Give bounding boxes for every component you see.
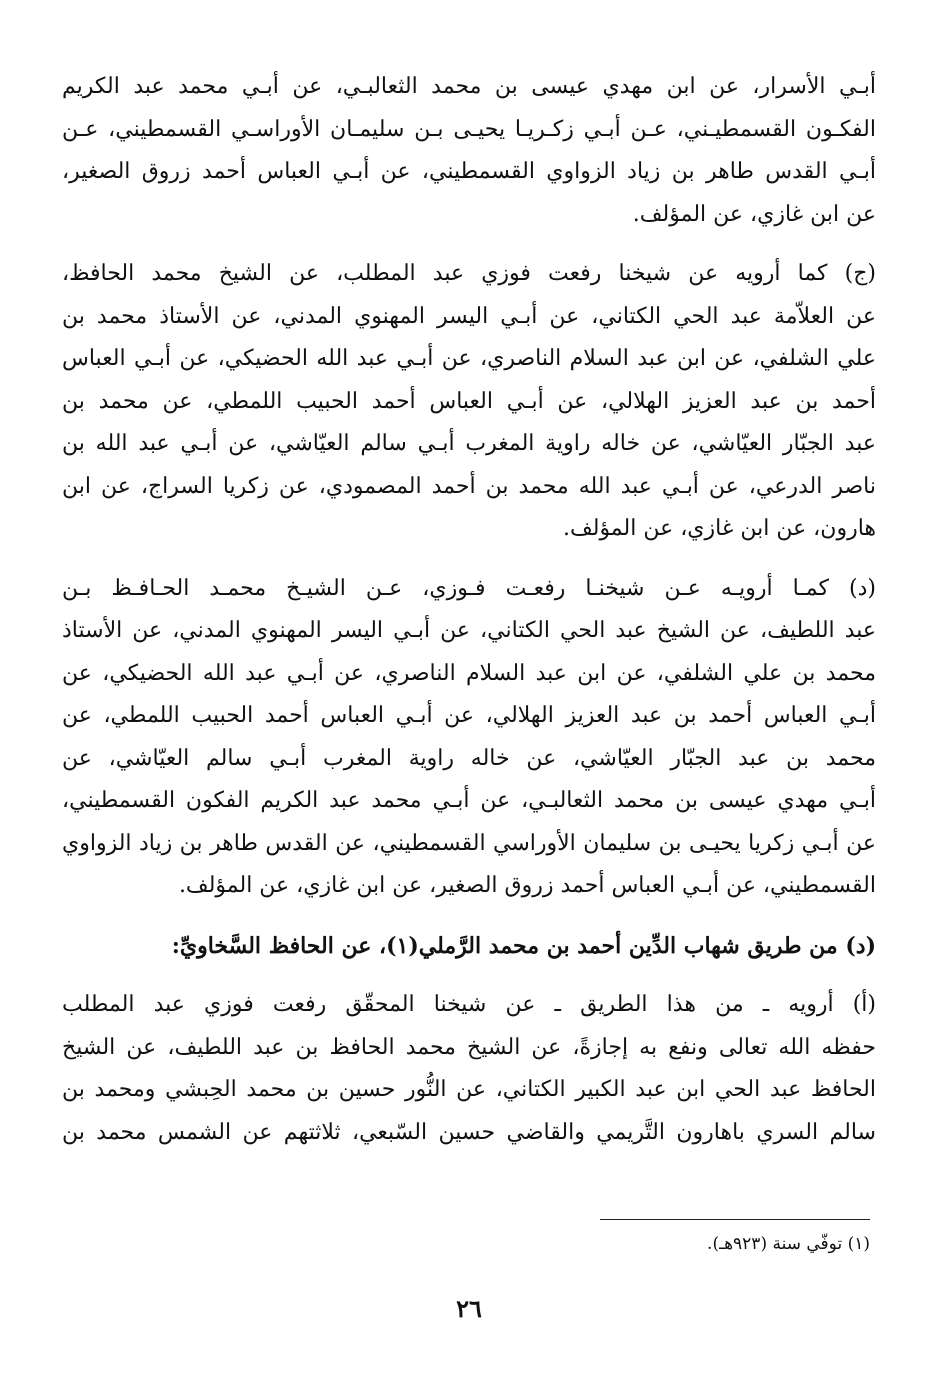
text-line: عن العلاّمة عبد الحي الكتاني، عن أبـي اليسر المهنوي المدني، عن الأستاذ محمد بن <box>62 303 876 329</box>
text-line: أبـي القدس طاهر بن زياد الزواوي القسمطيني، عن أبـي العباس أحمد زروق الصغير، <box>62 159 876 184</box>
body-text <box>62 66 876 1171</box>
footnote-divider <box>600 1219 870 1220</box>
text-line: هارون، عن ابن غازي، عن المؤلف. <box>562 516 876 541</box>
text-line: حفظه الله تعالى ونفع به إجازةً، عن الشيخ محمد الحافظ بن عبد اللطيف، عن الشيخ <box>62 1034 876 1060</box>
text-line: ناصر الدرعي، عن أبـي عبد الله محمد بن أحمد المصمودي، عن زكريا السراج، عن ابن <box>62 473 876 499</box>
paragraph-alif <box>62 984 876 1154</box>
section-heading <box>62 925 876 968</box>
text-line: سالم السري باهارون التَّريمي والقاضي حسين السّبعي، ثلاثتهم عن الشمس محمد بن <box>62 1119 876 1145</box>
text-line: عبد اللطيف، عن الشيخ عبد الحي الكتاني، عن أبـي اليسر المهنوي المدني، عن الأستاذ <box>62 618 876 643</box>
text-line: أبـي مهدي عيسى بن محمد الثعالبـي، عن أبـي محمد عبد الكريم الفكون القسمطيني، <box>62 788 876 813</box>
paragraph-continuation <box>62 66 876 236</box>
text-line: عن ابن غازي، عن المؤلف. <box>632 201 876 227</box>
heading-line: (د) من طريق شهاب الدِّين أحمد بن محمد الرَّملي(١)، عن الحافظ السَّخاويِّ: <box>171 932 876 959</box>
text-line: محمد بن علي الشلفي، عن ابن عبد السلام الناصري، عن أبـي عبد الله الحضيكي، عن <box>62 660 876 686</box>
text-line: القسمطيني، عن أبـي العباس أحمد زروق الصغير، عن ابن غازي، عن المؤلف. <box>178 873 876 898</box>
text-line: (ج) كما أرويه عن شيخنا رفعت فوزي عبد المطلب، عن الشيخ محمد الحافظ، <box>62 261 876 286</box>
text-line: (د) كمـا أرويـه عـن شيخنـا رفعـت فـوزي، عـن الشيـخ محمـد الحـافـظ بـن <box>62 575 876 601</box>
page-number: ٢٦ <box>456 1294 482 1323</box>
text-line: الحافظ عبد الحي ابن عبد الكبير الكتاني، عن النُّور حسين بن محمد الحِبشي ومحمد بن <box>62 1077 876 1102</box>
text-line: محمد بن عبد الجبّار العيّاشي، عن خاله راوية المغرب أبـي سالم العيّاشي، عن <box>62 745 876 771</box>
text-line: أحمد بن عبد العزيز الهلالي، عن أبـي العباس أحمد الحبيب اللمطي، عن محمد بن <box>62 388 876 414</box>
text-line: عبد الجبّار العيّاشي، عن خاله راوية المغرب أبـي سالم العيّاشي، عن أبـي عبد الله بن <box>62 431 876 456</box>
footnote: (١) توفّي سنة (٩٢٣هـ). <box>707 1234 870 1254</box>
text-line: الفكـون القسمطيـني، عـن أبـي زكـريـا يحيـى بـن سليمـان الأوراسـي القسمطيني، عـن <box>62 116 876 142</box>
text-line: عن أبـي زكريا يحيـى بن سليمان الأوراسي القسمطيني، عن القدس طاهر بن زياد الزواوي <box>62 830 876 856</box>
text-line: (أ) أرويه ـ من هذا الطريق ـ عن شيخنا المحقّق رفعت فوزي عبد المطلب <box>62 992 876 1017</box>
text-line: علي الشلفي، عن ابن عبد السلام الناصري، عن أبـي عبد الله الحضيكي، عن أبـي العباس <box>62 346 876 371</box>
paragraph-dal <box>62 568 876 908</box>
paragraph-jim <box>62 253 876 551</box>
text-line: أبـي العباس أحمد بن عبد العزيز الهلالي، عن أبـي العباس أحمد الحبيب اللمطي، عن <box>62 703 876 728</box>
text-line: أبـي الأسرار، عن ابن مهدي عيسى بن محمد الثعالبـي، عن أبـي محمد عبد الكريم <box>62 74 876 99</box>
